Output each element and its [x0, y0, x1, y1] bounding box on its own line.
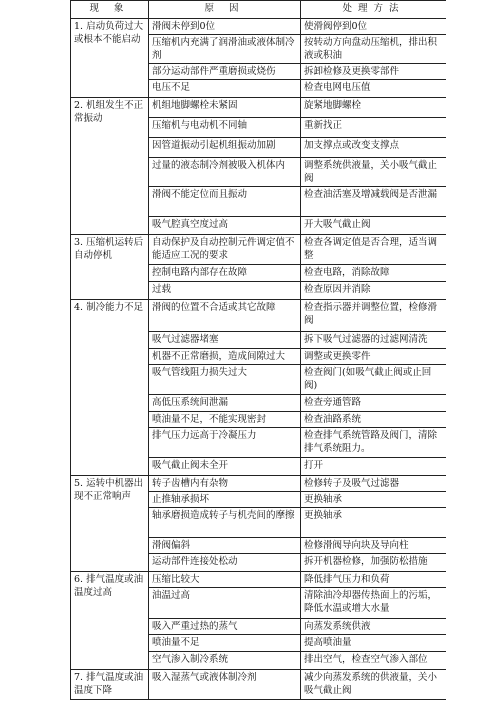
table-row: [71, 98, 447, 118]
header-fix: 处理方法: [301, 1, 447, 19]
table-body: [71, 19, 447, 700]
cause-cell: 压缩机与电动机不同轴: [149, 118, 301, 138]
fix-cell: 检查原因并消除: [301, 282, 447, 300]
table-row: [71, 300, 447, 332]
cause-cell: 控制电路内部存在故障: [149, 265, 301, 282]
cause-cell: 吸入湿蒸气或液体制冷剂: [149, 670, 301, 700]
header-symptom: 现 象: [71, 1, 149, 19]
fix-cell: 向蒸发系统供液: [301, 619, 447, 635]
table-row: [71, 476, 447, 492]
fix-cell: 拆下吸气过滤器的过滤网清洗: [301, 332, 447, 349]
fix-cell: 拆卸检修及更换零部件: [301, 64, 447, 80]
fix-cell: 检查油路系统: [301, 412, 447, 428]
symptom-cell: 6. 排气温度或油温度过高: [71, 572, 149, 670]
symptom-cell: 4. 制冷能力不足: [71, 300, 149, 476]
fix-cell: 旋紧地脚螺栓: [301, 98, 447, 118]
symptom-cell: 1. 启动负荷过大或根本不能启动: [71, 19, 149, 98]
fix-cell: 拆开机器检修，加强防松措施: [301, 554, 447, 572]
cause-cell: 自动保护及自动控制元件调定值不能适应工况的要求: [149, 235, 301, 265]
cause-cell: 滑阀未停到0位: [149, 19, 301, 35]
cause-cell: 过载: [149, 282, 301, 300]
table-row: [71, 572, 447, 588]
fix-cell: 检查旁通管路: [301, 395, 447, 412]
cause-cell: 吸气截止阀未全开: [149, 458, 301, 476]
fix-cell: 检查各调定值是否合理，适当调整: [301, 235, 447, 265]
fix-cell: 重新找正: [301, 118, 447, 138]
fix-cell: 开大吸气截止阀: [301, 217, 447, 235]
symptom-cell: 7. 排气温度或油温度下降: [71, 670, 149, 700]
cause-cell: 因管道振动引起机组振动加剧: [149, 138, 301, 158]
cause-cell: 电压不足: [149, 80, 301, 98]
cause-cell: 机器不正常磨损，造成间隙过大: [149, 349, 301, 365]
symptom-cell: 5. 运转中机器出现不正常响声: [71, 476, 149, 572]
cause-cell: 止推轴承损坏: [149, 492, 301, 508]
symptom-cell: 2. 机组发生不正常振动: [71, 98, 149, 235]
fix-cell: 检修滑阀导向块及导向柱: [301, 538, 447, 554]
cause-cell: 喷油量不足: [149, 635, 301, 652]
table-row: [71, 19, 447, 35]
fix-cell: 更换轴承: [301, 492, 447, 508]
fix-cell: 调整系统供液量，关小吸气截止阀: [301, 158, 447, 187]
table-header: [71, 1, 447, 19]
fix-cell: 减少向蒸发系统的供液量，关小吸气截止阀: [301, 670, 447, 700]
cause-cell: 吸气管线阻力损失过大: [149, 365, 301, 395]
fix-cell: 检查指示器并调整位置，检修滑阀: [301, 300, 447, 332]
cause-cell: 机组地脚螺栓未紧固: [149, 98, 301, 118]
cause-cell: 油温过高: [149, 588, 301, 619]
table-row: [71, 235, 447, 265]
cause-cell: 排气压力远高于冷凝压力: [149, 428, 301, 458]
fix-cell: 加支撑点或改变支撑点: [301, 138, 447, 158]
cause-cell: 滑阀的位置不合适或其它故障: [149, 300, 301, 332]
fix-cell: 提高喷油量: [301, 635, 447, 652]
fix-cell: 检查油活塞及增减载阀是否泄漏: [301, 187, 447, 217]
troubleshooting-table: [70, 0, 446, 700]
cause-cell: 运动部件连接处松动: [149, 554, 301, 572]
cause-cell: 过量的液态制冷剂被吸入机体内: [149, 158, 301, 187]
cause-cell: 吸气过滤器堵塞: [149, 332, 301, 349]
header-cause: 原 因: [149, 1, 301, 19]
fix-cell: 清除油冷却器传热面上的污垢，降低水温或增大水量: [301, 588, 447, 619]
cause-cell: 轴承磨损造成转子与机壳间的摩擦: [149, 508, 301, 538]
cause-cell: 转子齿槽内有杂物: [149, 476, 301, 492]
cause-cell: 吸入严重过热的蒸气: [149, 619, 301, 635]
cause-cell: 压缩机内充满了润滑油或液体制冷剂: [149, 35, 301, 64]
fix-cell: 检查阀门(如吸气截止阀或止回阀): [301, 365, 447, 395]
cause-cell: 压缩比较大: [149, 572, 301, 588]
fix-cell: 排出空气，检查空气渗入部位: [301, 652, 447, 670]
cause-cell: 部分运动部件严重磨损或烧伤: [149, 64, 301, 80]
cause-cell: 吸气腔真空度过高: [149, 217, 301, 235]
fix-cell: 更换轴承: [301, 508, 447, 538]
cause-cell: 滑阀偏斜: [149, 538, 301, 554]
fix-cell: 打开: [301, 458, 447, 476]
fix-cell: 降低排气压力和负荷: [301, 572, 447, 588]
fix-cell: 按转动方向盘动压缩机，排出积液或积油: [301, 35, 447, 64]
cause-cell: 空气渗入制冷系统: [149, 652, 301, 670]
cause-cell: 高低压系统间泄漏: [149, 395, 301, 412]
fix-cell: 检查排气系统管路及阀门，清除排气系统阻力。: [301, 428, 447, 458]
fix-cell: 检修转子及吸气过滤器: [301, 476, 447, 492]
cause-cell: 滑阀不能定位而且振动: [149, 187, 301, 217]
fix-cell: 调整或更换零件: [301, 349, 447, 365]
fix-cell: 检查电路，消除故障: [301, 265, 447, 282]
header-row: [71, 1, 447, 19]
troubleshooting-document: [70, 0, 446, 707]
table-row: [71, 670, 447, 700]
cause-cell: 喷油量不足，不能实现密封: [149, 412, 301, 428]
symptom-cell: 3. 压缩机运转后自动停机: [71, 235, 149, 300]
fix-cell: 检查电网电压值: [301, 80, 447, 98]
fix-cell: 使滑阀停到0位: [301, 19, 447, 35]
